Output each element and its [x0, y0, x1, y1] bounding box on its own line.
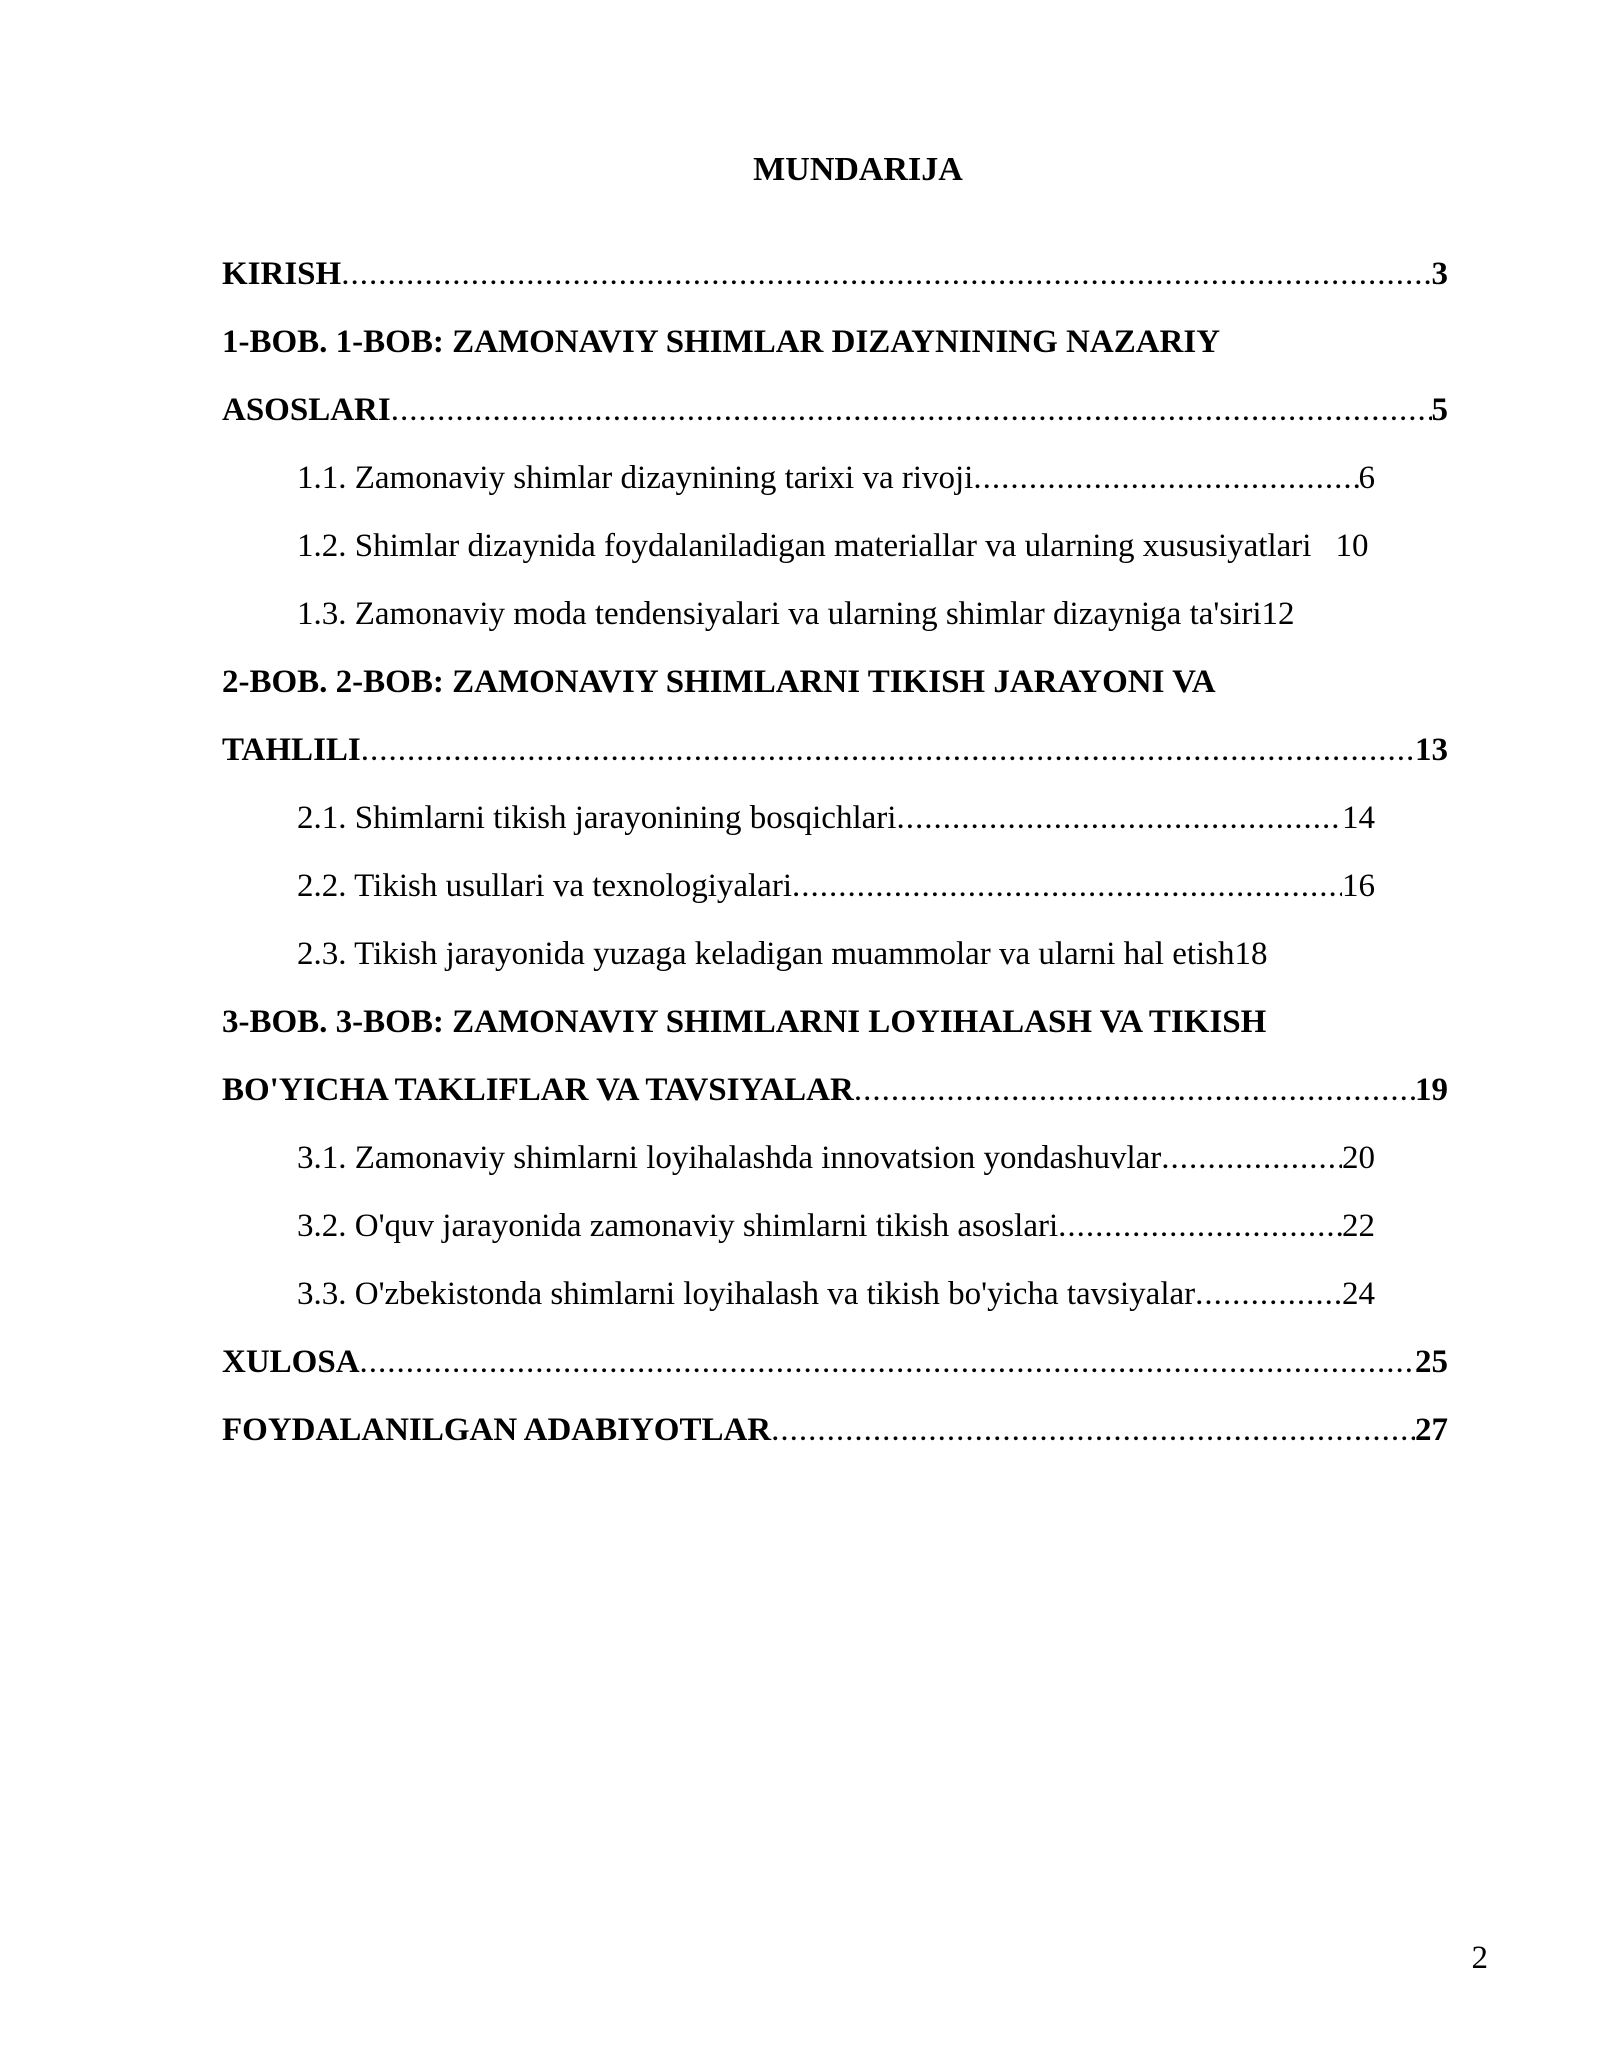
toc-entry-label: TAHLILI: [222, 732, 361, 768]
toc-entry-page: 13: [1415, 732, 1448, 768]
toc-entry-3-1[interactable]: [222, 1124, 1448, 1192]
toc-entry-page: 12: [1261, 596, 1295, 632]
toc-entry-page: 27: [1415, 1412, 1448, 1448]
toc-entry-kirish[interactable]: [222, 240, 1448, 308]
toc-entry-label: 3.1. Zamonaviy shimlarni loyihalashda innovatsion yondashuvlar: [297, 1140, 1162, 1176]
toc-title: MUNDARIJA: [753, 151, 963, 188]
toc-entry-label: 3.3. O'zbekistonda shimlarni loyihalash va tikish bo'yicha tavsiyalar: [297, 1276, 1196, 1312]
dot-leader: [973, 444, 1358, 512]
dot-leader: [792, 852, 1342, 920]
page-number: 2: [1471, 1940, 1488, 1976]
toc-entry-page: 5: [1431, 392, 1448, 428]
table-of-contents: [222, 240, 1448, 1464]
dot-leader: [1195, 1260, 1342, 1328]
toc-entry-label: 1.1. Zamonaviy shimlar dizaynining tarixi va rivoji: [297, 460, 974, 496]
toc-entry-label: 3.2. O'quv jarayonida zamonaviy shimlarni tikish asoslari: [297, 1208, 1059, 1244]
toc-entry-2-3[interactable]: [222, 920, 1448, 988]
toc-entry-page: 24: [1342, 1276, 1375, 1312]
toc-entry-xulosa[interactable]: [222, 1328, 1448, 1396]
toc-entry-label: 2.2. Tikish usullari va texnologiyalari: [297, 868, 792, 904]
toc-entry-3-3[interactable]: [222, 1260, 1448, 1328]
toc-entry-adabiyotlar[interactable]: [222, 1396, 1448, 1464]
toc-entry-1-2[interactable]: [222, 512, 1448, 580]
toc-entry-2-1[interactable]: [222, 784, 1448, 852]
toc-entry-2-2[interactable]: [222, 852, 1448, 920]
toc-entry-1-3[interactable]: [222, 580, 1448, 648]
toc-entry-page: 6: [1358, 460, 1375, 496]
dot-leader: [896, 784, 1342, 852]
toc-entry-bob1-line2[interactable]: [222, 376, 1448, 444]
toc-entry-1-1[interactable]: [222, 444, 1448, 512]
toc-entry-page: 18: [1234, 936, 1268, 972]
toc-entry-bob1-line1[interactable]: [222, 308, 1448, 376]
toc-entry-label: 2.3. Tikish jarayonida yuzaga keladigan muammolar va ularni hal etish: [297, 936, 1235, 972]
toc-entry-label: 1.2. Shimlar dizaynida foydalaniladigan materiallar va ularning xususiyatlari: [297, 528, 1312, 564]
toc-entry-page: 10: [1335, 528, 1369, 564]
toc-entry-3-2[interactable]: [222, 1192, 1448, 1260]
toc-entry-page: 19: [1415, 1072, 1448, 1108]
toc-entry-page: 16: [1342, 868, 1375, 904]
toc-entry-bob2-line1[interactable]: [222, 648, 1448, 716]
dot-leader: [854, 1056, 1415, 1124]
toc-entry-page: 3: [1431, 256, 1448, 292]
toc-entry-bob3-line2[interactable]: [222, 1056, 1448, 1124]
toc-entry-page: 20: [1342, 1140, 1375, 1176]
toc-entry-label: ASOSLARI: [222, 392, 391, 428]
toc-entry-label: 3-BOB. 3-BOB: ZAMONAVIY SHIMLARNI LOYIHALASH VA TIKISH: [222, 1004, 1267, 1040]
dot-leader: [391, 376, 1432, 444]
dot-leader: [361, 716, 1415, 784]
toc-entry-label: 2-BOB. 2-BOB: ZAMONAVIY SHIMLARNI TIKISH JARAYONI VA: [222, 664, 1216, 700]
toc-entry-label: KIRISH: [222, 256, 342, 292]
toc-entry-page: 22: [1342, 1208, 1375, 1244]
toc-entry-label: 1-BOB. 1-BOB: ZAMONAVIY SHIMLAR DIZAYNINING NAZARIY: [222, 324, 1221, 360]
toc-entry-label: 1.3. Zamonaviy moda tendensiyalari va ularning shimlar dizayniga ta'siri: [297, 596, 1262, 632]
toc-entry-label: FOYDALANILGAN ADABIYOTLAR: [222, 1412, 772, 1448]
toc-entry-label: BO'YICHA TAKLIFLAR VA TAVSIYALAR: [222, 1072, 854, 1108]
toc-entry-bob3-line1[interactable]: [222, 988, 1448, 1056]
toc-entry-page: 14: [1342, 800, 1375, 836]
toc-entry-label: XULOSA: [222, 1344, 360, 1380]
toc-entry-page: 25: [1415, 1344, 1448, 1380]
dot-leader: [1058, 1192, 1342, 1260]
toc-entry-bob2-line2[interactable]: [222, 716, 1448, 784]
dot-leader: [360, 1328, 1415, 1396]
dot-leader: [341, 240, 1431, 308]
dot-leader: [771, 1396, 1415, 1464]
toc-entry-label: 2.1. Shimlarni tikish jarayonining bosqichlari: [297, 800, 897, 836]
dot-leader: [1161, 1124, 1342, 1192]
